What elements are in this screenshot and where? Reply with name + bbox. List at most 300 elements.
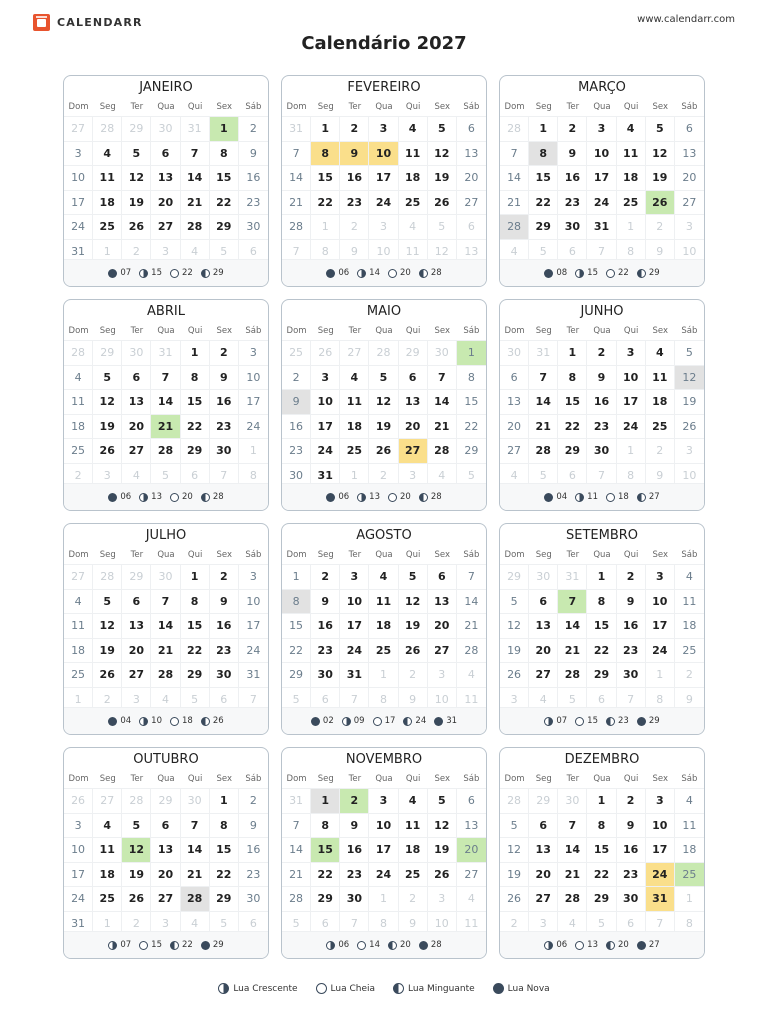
adjacent-month-day[interactable]: 31	[151, 341, 180, 366]
day-cell[interactable]: 6	[529, 590, 558, 615]
day-cell[interactable]: 19	[428, 838, 457, 863]
day-cell[interactable]: 22	[181, 639, 210, 664]
day-cell[interactable]: 28	[457, 639, 486, 664]
adjacent-month-day[interactable]: 28	[93, 117, 122, 142]
day-cell[interactable]: 10	[587, 142, 616, 167]
day-cell[interactable]: 29	[210, 215, 239, 240]
day-cell[interactable]: 22	[210, 191, 239, 216]
site-url[interactable]: www.calendarr.com	[637, 14, 735, 25]
day-cell[interactable]: 15	[558, 390, 587, 415]
adjacent-month-day[interactable]: 10	[428, 688, 457, 713]
day-cell[interactable]: 9	[617, 590, 646, 615]
day-cell[interactable]: 2	[617, 565, 646, 590]
day-cell[interactable]: 11	[340, 390, 369, 415]
day-cell[interactable]: 22	[210, 863, 239, 888]
day-cell[interactable]: 11	[646, 366, 675, 391]
adjacent-month-day[interactable]: 1	[64, 688, 93, 713]
adjacent-month-day[interactable]: 8	[617, 240, 646, 265]
day-cell[interactable]: 25	[64, 439, 93, 464]
day-cell[interactable]: 24	[646, 639, 675, 664]
day-cell[interactable]: 21	[529, 415, 558, 440]
day-cell[interactable]: 11	[399, 814, 428, 839]
day-cell[interactable]: 13	[122, 614, 151, 639]
day-cell[interactable]: 22	[587, 863, 616, 888]
adjacent-month-day[interactable]: 5	[151, 464, 180, 489]
adjacent-month-day[interactable]: 7	[210, 464, 239, 489]
day-cell[interactable]: 30	[282, 464, 311, 489]
day-cell[interactable]: 21	[181, 191, 210, 216]
day-cell[interactable]: 15	[282, 614, 311, 639]
day-cell[interactable]: 8	[587, 814, 616, 839]
day-cell[interactable]: 18	[617, 166, 646, 191]
adjacent-month-day[interactable]: 1	[369, 887, 398, 912]
adjacent-month-day[interactable]: 28	[500, 789, 529, 814]
day-cell[interactable]: 21	[282, 191, 311, 216]
day-cell[interactable]: 5	[122, 142, 151, 167]
day-cell[interactable]: 21	[457, 614, 486, 639]
day-cell[interactable]: 10	[239, 590, 268, 615]
adjacent-month-day[interactable]: 12	[428, 240, 457, 265]
adjacent-month-day[interactable]: 28	[64, 341, 93, 366]
day-cell[interactable]: 27	[457, 191, 486, 216]
day-cell[interactable]: 3	[369, 117, 398, 142]
day-cell[interactable]: 14	[181, 838, 210, 863]
day-cell[interactable]: 1	[558, 341, 587, 366]
day-cell[interactable]: 18	[399, 838, 428, 863]
day-cell[interactable]: 10	[646, 590, 675, 615]
day-cell[interactable]: 11	[64, 390, 93, 415]
day-cell[interactable]: 16	[558, 166, 587, 191]
day-cell[interactable]: 24	[369, 863, 398, 888]
day-cell[interactable]: 10	[617, 366, 646, 391]
adjacent-month-day[interactable]: 27	[340, 341, 369, 366]
day-cell[interactable]: 13	[529, 614, 558, 639]
day-cell[interactable]: 2	[340, 789, 369, 814]
adjacent-month-day[interactable]: 1	[617, 215, 646, 240]
day-cell[interactable]: 22	[529, 191, 558, 216]
day-cell[interactable]: 27	[428, 639, 457, 664]
day-cell[interactable]: 6	[500, 366, 529, 391]
day-cell[interactable]: 18	[93, 863, 122, 888]
adjacent-month-day[interactable]: 3	[675, 439, 704, 464]
day-cell[interactable]: 24	[340, 639, 369, 664]
day-cell[interactable]: 21	[500, 191, 529, 216]
day-cell[interactable]: 5	[428, 117, 457, 142]
day-cell[interactable]: 17	[369, 838, 398, 863]
adjacent-month-day[interactable]: 31	[558, 565, 587, 590]
day-cell[interactable]: 16	[239, 838, 268, 863]
adjacent-month-day[interactable]: 6	[181, 464, 210, 489]
day-cell[interactable]: 8	[210, 142, 239, 167]
day-cell[interactable]: 28	[529, 439, 558, 464]
day-cell[interactable]: 7	[181, 814, 210, 839]
day-cell[interactable]: 26	[675, 415, 704, 440]
day-cell[interactable]: 30	[587, 439, 616, 464]
adjacent-month-day[interactable]: 2	[64, 464, 93, 489]
adjacent-month-day[interactable]: 7	[340, 688, 369, 713]
adjacent-month-day[interactable]: 8	[239, 464, 268, 489]
adjacent-month-day[interactable]: 2	[675, 663, 704, 688]
adjacent-month-day[interactable]: 3	[428, 663, 457, 688]
day-cell[interactable]: 29	[210, 887, 239, 912]
adjacent-month-day[interactable]: 1	[93, 912, 122, 937]
day-cell[interactable]: 18	[64, 415, 93, 440]
day-cell[interactable]: 5	[646, 117, 675, 142]
day-cell[interactable]: 31	[646, 887, 675, 912]
adjacent-month-day[interactable]: 6	[457, 215, 486, 240]
day-cell[interactable]: 22	[311, 191, 340, 216]
adjacent-month-day[interactable]: 3	[428, 887, 457, 912]
day-cell[interactable]: 15	[311, 838, 340, 863]
day-cell[interactable]: 16	[210, 390, 239, 415]
adjacent-month-day[interactable]: 7	[646, 912, 675, 937]
day-cell[interactable]: 5	[500, 814, 529, 839]
day-cell[interactable]: 5	[93, 366, 122, 391]
day-cell[interactable]: 20	[457, 166, 486, 191]
adjacent-month-day[interactable]: 4	[151, 688, 180, 713]
day-cell[interactable]: 23	[587, 415, 616, 440]
adjacent-month-day[interactable]: 1	[617, 439, 646, 464]
adjacent-month-day[interactable]: 3	[675, 215, 704, 240]
day-cell[interactable]: 17	[340, 614, 369, 639]
day-cell[interactable]: 27	[151, 887, 180, 912]
day-cell[interactable]: 9	[340, 814, 369, 839]
day-cell[interactable]: 23	[311, 639, 340, 664]
day-cell[interactable]: 7	[181, 142, 210, 167]
adjacent-month-day[interactable]: 8	[311, 240, 340, 265]
day-cell[interactable]: 10	[646, 814, 675, 839]
day-cell[interactable]: 23	[239, 191, 268, 216]
day-cell[interactable]: 27	[122, 439, 151, 464]
day-cell[interactable]: 26	[122, 887, 151, 912]
day-cell[interactable]: 1	[529, 117, 558, 142]
day-cell[interactable]: 13	[428, 590, 457, 615]
day-cell[interactable]: 14	[500, 166, 529, 191]
adjacent-month-day[interactable]: 3	[500, 688, 529, 713]
day-cell[interactable]: 17	[311, 415, 340, 440]
day-cell[interactable]: 17	[64, 863, 93, 888]
day-cell[interactable]: 25	[64, 663, 93, 688]
adjacent-month-day[interactable]: 7	[587, 240, 616, 265]
day-cell[interactable]: 13	[151, 166, 180, 191]
day-cell[interactable]: 6	[122, 366, 151, 391]
day-cell[interactable]: 31	[64, 912, 93, 937]
day-cell[interactable]: 27	[675, 191, 704, 216]
day-cell[interactable]: 16	[282, 415, 311, 440]
day-cell[interactable]: 4	[675, 565, 704, 590]
adjacent-month-day[interactable]: 3	[529, 912, 558, 937]
day-cell[interactable]: 1	[311, 789, 340, 814]
adjacent-month-day[interactable]: 2	[369, 464, 398, 489]
adjacent-month-day[interactable]: 9	[399, 912, 428, 937]
day-cell[interactable]: 27	[122, 663, 151, 688]
day-cell[interactable]: 7	[558, 814, 587, 839]
adjacent-month-day[interactable]: 5	[457, 464, 486, 489]
day-cell[interactable]: 2	[617, 789, 646, 814]
day-cell[interactable]: 21	[181, 863, 210, 888]
day-cell[interactable]: 24	[646, 863, 675, 888]
adjacent-month-day[interactable]: 9	[675, 688, 704, 713]
adjacent-month-day[interactable]: 1	[239, 439, 268, 464]
day-cell[interactable]: 11	[617, 142, 646, 167]
day-cell[interactable]: 25	[399, 863, 428, 888]
day-cell[interactable]: 11	[399, 142, 428, 167]
day-cell[interactable]: 13	[529, 838, 558, 863]
day-cell[interactable]: 2	[239, 117, 268, 142]
day-cell[interactable]: 12	[500, 614, 529, 639]
day-cell[interactable]: 14	[282, 166, 311, 191]
adjacent-month-day[interactable]: 28	[122, 789, 151, 814]
day-cell[interactable]: 21	[558, 639, 587, 664]
day-cell[interactable]: 16	[587, 390, 616, 415]
day-cell[interactable]: 5	[93, 590, 122, 615]
day-cell[interactable]: 30	[239, 887, 268, 912]
adjacent-month-day[interactable]: 6	[558, 464, 587, 489]
day-cell[interactable]: 25	[93, 215, 122, 240]
adjacent-month-day[interactable]: 6	[239, 912, 268, 937]
day-cell[interactable]: 19	[122, 863, 151, 888]
adjacent-month-day[interactable]: 26	[311, 341, 340, 366]
day-cell[interactable]: 20	[500, 415, 529, 440]
day-cell[interactable]: 7	[529, 366, 558, 391]
day-cell[interactable]: 5	[428, 789, 457, 814]
adjacent-month-day[interactable]: 31	[282, 789, 311, 814]
day-cell[interactable]: 5	[122, 814, 151, 839]
day-cell[interactable]: 3	[646, 789, 675, 814]
day-cell[interactable]: 24	[64, 887, 93, 912]
day-cell[interactable]: 30	[311, 663, 340, 688]
day-cell[interactable]: 17	[369, 166, 398, 191]
day-cell[interactable]: 5	[369, 366, 398, 391]
day-cell[interactable]: 3	[587, 117, 616, 142]
day-cell[interactable]: 4	[675, 789, 704, 814]
day-cell[interactable]: 16	[239, 166, 268, 191]
day-cell[interactable]: 18	[675, 838, 704, 863]
day-cell[interactable]: 3	[311, 366, 340, 391]
day-cell[interactable]: 9	[340, 142, 369, 167]
day-cell[interactable]: 19	[500, 639, 529, 664]
day-cell[interactable]: 2	[558, 117, 587, 142]
day-cell[interactable]: 13	[399, 390, 428, 415]
day-cell[interactable]: 23	[340, 191, 369, 216]
adjacent-month-day[interactable]: 10	[675, 240, 704, 265]
adjacent-month-day[interactable]: 1	[369, 663, 398, 688]
day-cell[interactable]: 19	[122, 191, 151, 216]
day-cell[interactable]: 4	[64, 366, 93, 391]
day-cell[interactable]: 18	[340, 415, 369, 440]
day-cell[interactable]: 22	[311, 863, 340, 888]
adjacent-month-day[interactable]: 8	[675, 912, 704, 937]
day-cell[interactable]: 18	[369, 614, 398, 639]
day-cell[interactable]: 25	[369, 639, 398, 664]
day-cell[interactable]: 29	[457, 439, 486, 464]
day-cell[interactable]: 30	[210, 663, 239, 688]
adjacent-month-day[interactable]: 27	[64, 117, 93, 142]
adjacent-month-day[interactable]: 1	[93, 240, 122, 265]
day-cell[interactable]: 23	[617, 863, 646, 888]
adjacent-month-day[interactable]: 29	[151, 789, 180, 814]
day-cell[interactable]: 16	[617, 838, 646, 863]
adjacent-month-day[interactable]: 4	[399, 215, 428, 240]
day-cell[interactable]: 31	[64, 240, 93, 265]
day-cell[interactable]: 7	[500, 142, 529, 167]
day-cell[interactable]: 14	[151, 390, 180, 415]
day-cell[interactable]: 2	[340, 117, 369, 142]
day-cell[interactable]: 23	[282, 439, 311, 464]
adjacent-month-day[interactable]: 2	[340, 215, 369, 240]
day-cell[interactable]: 26	[646, 191, 675, 216]
adjacent-month-day[interactable]: 2	[122, 240, 151, 265]
day-cell[interactable]: 24	[311, 439, 340, 464]
day-cell[interactable]: 9	[239, 814, 268, 839]
day-cell[interactable]: 31	[587, 215, 616, 240]
day-cell[interactable]: 27	[529, 663, 558, 688]
day-cell[interactable]: 4	[646, 341, 675, 366]
adjacent-month-day[interactable]: 5	[428, 215, 457, 240]
day-cell[interactable]: 12	[646, 142, 675, 167]
day-cell[interactable]: 12	[428, 142, 457, 167]
adjacent-month-day[interactable]: 6	[587, 688, 616, 713]
day-cell[interactable]: 24	[587, 191, 616, 216]
day-cell[interactable]: 17	[239, 614, 268, 639]
day-cell[interactable]: 4	[93, 814, 122, 839]
adjacent-month-day[interactable]: 4	[181, 912, 210, 937]
day-cell[interactable]: 27	[500, 439, 529, 464]
adjacent-month-day[interactable]: 28	[369, 341, 398, 366]
day-cell[interactable]: 31	[311, 464, 340, 489]
day-cell[interactable]: 14	[181, 166, 210, 191]
day-cell[interactable]: 11	[675, 590, 704, 615]
day-cell[interactable]: 29	[181, 439, 210, 464]
day-cell[interactable]: 8	[529, 142, 558, 167]
day-cell[interactable]: 27	[399, 439, 428, 464]
day-cell[interactable]: 10	[64, 166, 93, 191]
day-cell[interactable]: 13	[122, 390, 151, 415]
day-cell[interactable]: 1	[457, 341, 486, 366]
day-cell[interactable]: 31	[340, 663, 369, 688]
adjacent-month-day[interactable]: 6	[311, 688, 340, 713]
adjacent-month-day[interactable]: 30	[151, 565, 180, 590]
adjacent-month-day[interactable]: 7	[587, 464, 616, 489]
day-cell[interactable]: 11	[675, 814, 704, 839]
day-cell[interactable]: 19	[93, 415, 122, 440]
day-cell[interactable]: 1	[181, 565, 210, 590]
day-cell[interactable]: 9	[210, 590, 239, 615]
adjacent-month-day[interactable]: 11	[399, 240, 428, 265]
day-cell[interactable]: 28	[558, 663, 587, 688]
day-cell[interactable]: 23	[340, 863, 369, 888]
day-cell[interactable]: 10	[239, 366, 268, 391]
day-cell[interactable]: 23	[558, 191, 587, 216]
day-cell[interactable]: 6	[399, 366, 428, 391]
day-cell[interactable]: 23	[617, 639, 646, 664]
day-cell[interactable]: 22	[457, 415, 486, 440]
day-cell[interactable]: 29	[311, 887, 340, 912]
adjacent-month-day[interactable]: 3	[122, 688, 151, 713]
day-cell[interactable]: 11	[64, 614, 93, 639]
adjacent-month-day[interactable]: 30	[122, 341, 151, 366]
day-cell[interactable]: 2	[239, 789, 268, 814]
day-cell[interactable]: 19	[500, 863, 529, 888]
day-cell[interactable]: 12	[93, 390, 122, 415]
day-cell[interactable]: 26	[93, 439, 122, 464]
day-cell[interactable]: 12	[369, 390, 398, 415]
adjacent-month-day[interactable]: 10	[675, 464, 704, 489]
day-cell[interactable]: 25	[675, 863, 704, 888]
day-cell[interactable]: 3	[617, 341, 646, 366]
adjacent-month-day[interactable]: 10	[369, 240, 398, 265]
adjacent-month-day[interactable]: 6	[239, 240, 268, 265]
day-cell[interactable]: 28	[181, 215, 210, 240]
adjacent-month-day[interactable]: 27	[64, 565, 93, 590]
day-cell[interactable]: 8	[311, 814, 340, 839]
day-cell[interactable]: 13	[457, 142, 486, 167]
day-cell[interactable]: 14	[282, 838, 311, 863]
day-cell[interactable]: 6	[457, 789, 486, 814]
day-cell[interactable]: 23	[210, 415, 239, 440]
adjacent-month-day[interactable]: 30	[151, 117, 180, 142]
day-cell[interactable]: 5	[500, 590, 529, 615]
day-cell[interactable]: 3	[340, 565, 369, 590]
day-cell[interactable]: 22	[587, 639, 616, 664]
day-cell[interactable]: 3	[64, 142, 93, 167]
day-cell[interactable]: 4	[399, 789, 428, 814]
day-cell[interactable]: 6	[122, 590, 151, 615]
day-cell[interactable]: 21	[558, 863, 587, 888]
adjacent-month-day[interactable]: 2	[399, 887, 428, 912]
day-cell[interactable]: 7	[151, 366, 180, 391]
adjacent-month-day[interactable]: 3	[369, 215, 398, 240]
adjacent-month-day[interactable]: 3	[151, 240, 180, 265]
day-cell[interactable]: 22	[282, 639, 311, 664]
adjacent-month-day[interactable]: 31	[529, 341, 558, 366]
adjacent-month-day[interactable]: 4	[428, 464, 457, 489]
adjacent-month-day[interactable]: 4	[500, 240, 529, 265]
day-cell[interactable]: 2	[210, 565, 239, 590]
day-cell[interactable]: 28	[151, 439, 180, 464]
day-cell[interactable]: 12	[428, 814, 457, 839]
day-cell[interactable]: 29	[181, 663, 210, 688]
day-cell[interactable]: 13	[675, 142, 704, 167]
day-cell[interactable]: 4	[340, 366, 369, 391]
adjacent-month-day[interactable]: 5	[529, 464, 558, 489]
adjacent-month-day[interactable]: 9	[399, 688, 428, 713]
day-cell[interactable]: 12	[122, 838, 151, 863]
adjacent-month-day[interactable]: 2	[399, 663, 428, 688]
adjacent-month-day[interactable]: 10	[428, 912, 457, 937]
day-cell[interactable]: 4	[93, 142, 122, 167]
day-cell[interactable]: 10	[64, 838, 93, 863]
adjacent-month-day[interactable]: 5	[282, 688, 311, 713]
day-cell[interactable]: 2	[587, 341, 616, 366]
adjacent-month-day[interactable]: 30	[428, 341, 457, 366]
day-cell[interactable]: 21	[151, 639, 180, 664]
day-cell[interactable]: 24	[239, 415, 268, 440]
day-cell[interactable]: 10	[369, 142, 398, 167]
day-cell[interactable]: 21	[428, 415, 457, 440]
day-cell[interactable]: 14	[151, 614, 180, 639]
day-cell[interactable]: 21	[151, 415, 180, 440]
adjacent-month-day[interactable]: 1	[340, 464, 369, 489]
day-cell[interactable]: 6	[151, 142, 180, 167]
adjacent-month-day[interactable]: 7	[282, 240, 311, 265]
day-cell[interactable]: 4	[399, 117, 428, 142]
day-cell[interactable]: 6	[529, 814, 558, 839]
adjacent-month-day[interactable]: 4	[558, 912, 587, 937]
day-cell[interactable]: 16	[340, 166, 369, 191]
adjacent-month-day[interactable]: 5	[587, 912, 616, 937]
day-cell[interactable]: 18	[93, 191, 122, 216]
